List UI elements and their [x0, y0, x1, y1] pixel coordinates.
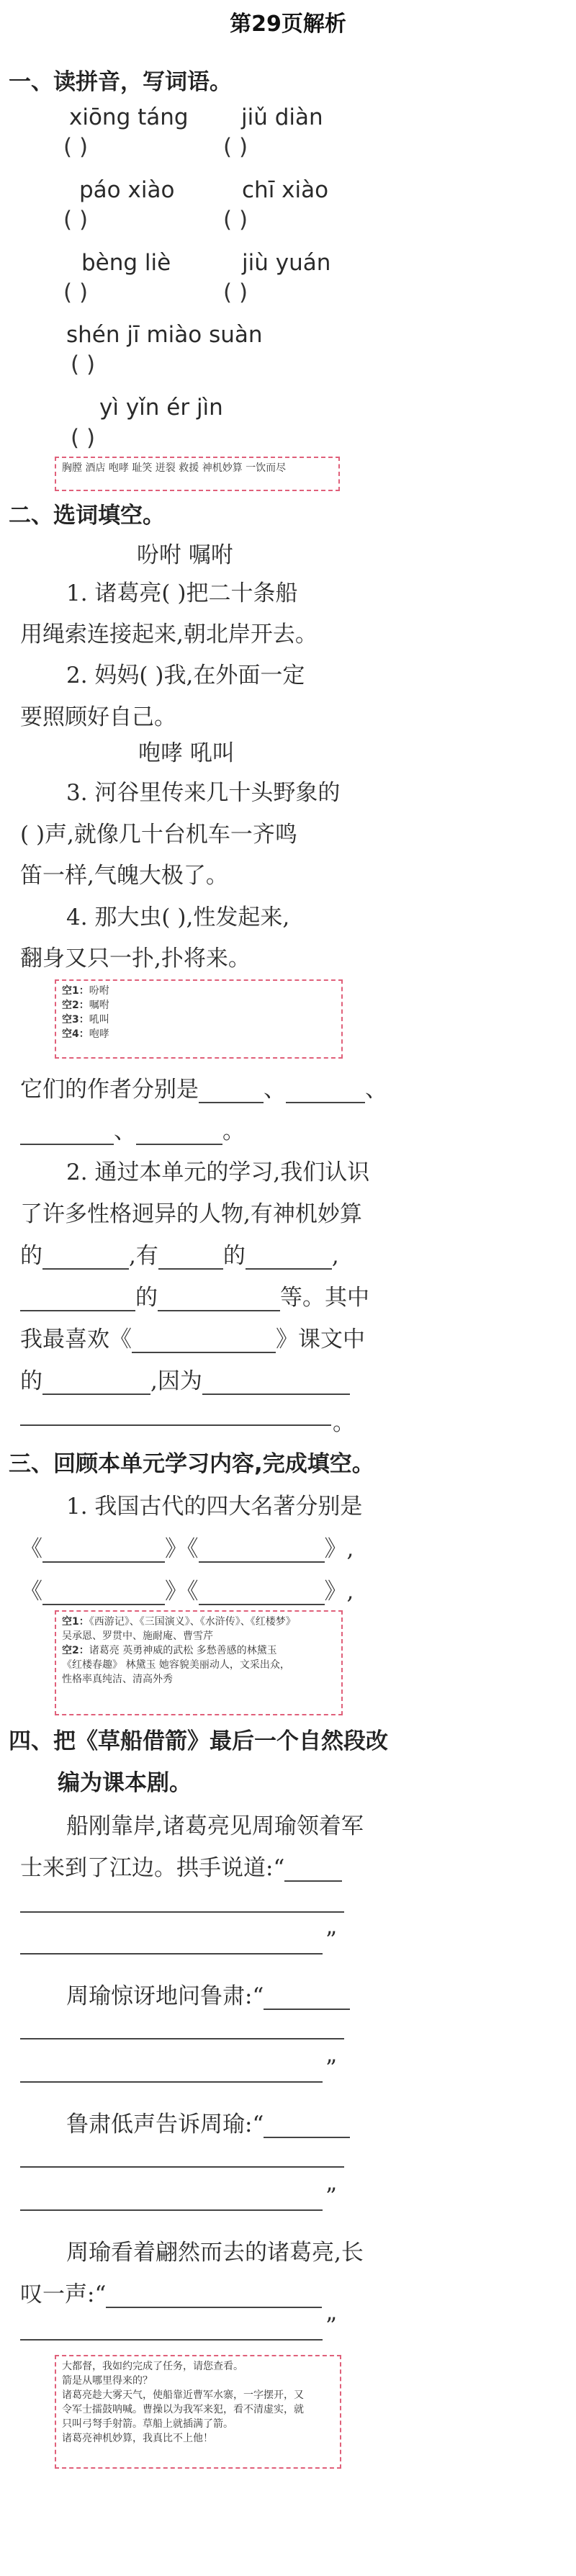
q3-line-a: 3. 河谷里传来几十头野象的 [66, 780, 341, 806]
pinyin-4: chī xiào [242, 177, 329, 203]
q2-line-b: 要照顾好自己。 [20, 704, 176, 730]
answer-blank: ( ) [71, 351, 96, 377]
close-quote: ” [325, 1927, 337, 1953]
blank-line [20, 1911, 344, 1913]
frag-line-6: 的 等。其中 [20, 1279, 369, 1311]
s4-p1-a: 船刚靠岸,诸葛亮见周瑜领着军 [66, 1813, 364, 1839]
s4-p4-a: 周瑜看着翩然而去的诸葛亮,长 [66, 2240, 364, 2266]
pinyin-2: jiǔ diàn [241, 104, 323, 130]
q2-line-a: 2. 妈妈( )我,在外面一定 [66, 663, 305, 688]
close-quote: ” [325, 2313, 337, 2339]
answer-blank: ( ) [63, 134, 89, 160]
pinyin-7: shén jī miào suàn [66, 322, 263, 348]
answer-row: 诸葛亮趁大雾天气，使船靠近曹军水寨，一字摆开，又 [62, 2389, 304, 2401]
blank-line [20, 1953, 323, 1955]
answer-text: 胸膛 酒店 咆哮 耻笑 迸裂 救援 神机妙算 一饮而尽 [62, 462, 287, 474]
answer-row: 《红楼春趣》 林黛玉 她容貌美丽动人，文采出众， [62, 1659, 290, 1671]
answer-row: 吴承恩、罗贯中、施耐庵、曹雪芹 [62, 1630, 213, 1642]
answer-row: 空1：吩咐 [62, 985, 109, 997]
close-quote: ” [325, 2184, 337, 2209]
pinyin-8: yì yǐn ér jìn [99, 395, 223, 421]
q3-line-c: 笛一样,气魄大极了。 [20, 863, 228, 889]
q4-line-a: 4. 那大虫( ),性发起来, [66, 905, 290, 930]
close-quote: ” [325, 2055, 337, 2081]
answer-row: 只叫弓弩手射箭。草船上就插满了箭。 [62, 2418, 233, 2430]
answer-blank: ( ) [223, 279, 248, 305]
answer-box-2 [55, 979, 343, 1059]
q1-line-a: 1. 诸葛亮( )把二十条船 [66, 580, 298, 606]
answer-row: 箭是从哪里得来的？ [62, 2375, 153, 2387]
answer-box-3 [55, 1610, 343, 1715]
s4-p2: 周瑜惊讶地问鲁肃:“ [66, 1978, 350, 2010]
answer-row: 性格率真纯洁、清高外秀 [62, 1674, 173, 1685]
frag-line-7: 我最喜欢《 》课文中 [20, 1327, 365, 1352]
pinyin-6: jiù yuán [242, 250, 331, 276]
blank-line [20, 2209, 323, 2211]
section-4-heading-line-2: 编为课本剧。 [58, 1770, 192, 1796]
frag-line-8: 的 ,因为 [20, 1363, 350, 1395]
blank-line [20, 2339, 323, 2341]
blank-line [20, 2081, 323, 2083]
word-choice-2: 咆哮 吼叫 [138, 740, 235, 766]
pinyin-3: páo xiào [79, 177, 175, 203]
frag-line-3: 2. 通过本单元的学习,我们认识 [66, 1159, 370, 1185]
answer-row: 诸葛亮神机妙算，我真比不上他！ [62, 2433, 213, 2444]
answer-box-1 [55, 457, 340, 491]
s4-p1-b: 士来到了江边。拱手说道:“ [20, 1849, 342, 1882]
answer-row: 大都督，我如约完成了任务，请您查看。 [62, 2361, 243, 2372]
blank-line [20, 1424, 331, 1426]
section-3-heading: 三、回顾本单元学习内容,完成填空。 [9, 1451, 374, 1477]
frag-line-9: 。 [333, 1410, 355, 1436]
q4-line-b: 翻身又只一扑,扑将来。 [20, 946, 251, 971]
page-title: 第29页解析 [230, 12, 346, 37]
answer-blank: ( ) [63, 207, 89, 233]
answer-row: 空2：嘱咐 [62, 1000, 109, 1011]
answer-row: 令军士擂鼓呐喊。曹操以为我军来犯，看不清虚实，就 [62, 2404, 304, 2415]
answer-box-4 [55, 2355, 341, 2469]
s3-q1: 1. 我国古代的四大名著分别是 [66, 1494, 363, 1520]
answer-blank: ( ) [223, 207, 248, 233]
answer-row: 空2：诸葛亮 英勇神威的武松 多愁善感的林黛玉 [62, 1645, 277, 1656]
frag-line-1: 它们的作者分别是 、 、 [20, 1077, 387, 1103]
blank-line [20, 2166, 344, 2168]
answer-row: 空1：《西游记》、《三国演义》、《水浒传》、《红楼梦》 [62, 1616, 296, 1628]
answer-blank: ( ) [223, 134, 248, 160]
frag-line-2: 、 。 [20, 1113, 245, 1145]
pinyin-5: bèng liè [81, 250, 171, 276]
section-2-heading: 二、选词填空。 [9, 503, 165, 529]
frag-line-4: 了许多性格迥异的人物,有神机妙算 [20, 1201, 362, 1227]
s4-p4-b: 叹一声:“ [20, 2276, 322, 2308]
s4-p3: 鲁肃低声告诉周瑜:“ [66, 2106, 350, 2138]
word-choice-1: 吩咐 嘱咐 [137, 542, 233, 568]
answer-blank: ( ) [63, 279, 89, 305]
answer-blank: ( ) [71, 425, 96, 451]
blank-line [20, 2038, 344, 2039]
section-1-heading: 一、读拼音，写词语。 [9, 69, 232, 95]
s3-book-line-1: 《 》《 》, [20, 1536, 354, 1562]
frag-line-5: 的 ,有 的 , [20, 1243, 339, 1269]
section-4-heading-line-1: 四、把《草船借箭》最后一个自然段改 [9, 1728, 388, 1754]
answer-row: 空4：咆哮 [62, 1028, 109, 1040]
q1-line-b: 用绳索连接起来,朝北岸开去。 [20, 621, 318, 647]
s3-book-line-2: 《 》《 》, [20, 1579, 354, 1605]
answer-row: 空3：吼叫 [62, 1014, 109, 1026]
q3-line-b: ( )声,就像几十台机车一齐鸣 [20, 822, 297, 848]
pinyin-1: xiōng táng [69, 104, 189, 130]
